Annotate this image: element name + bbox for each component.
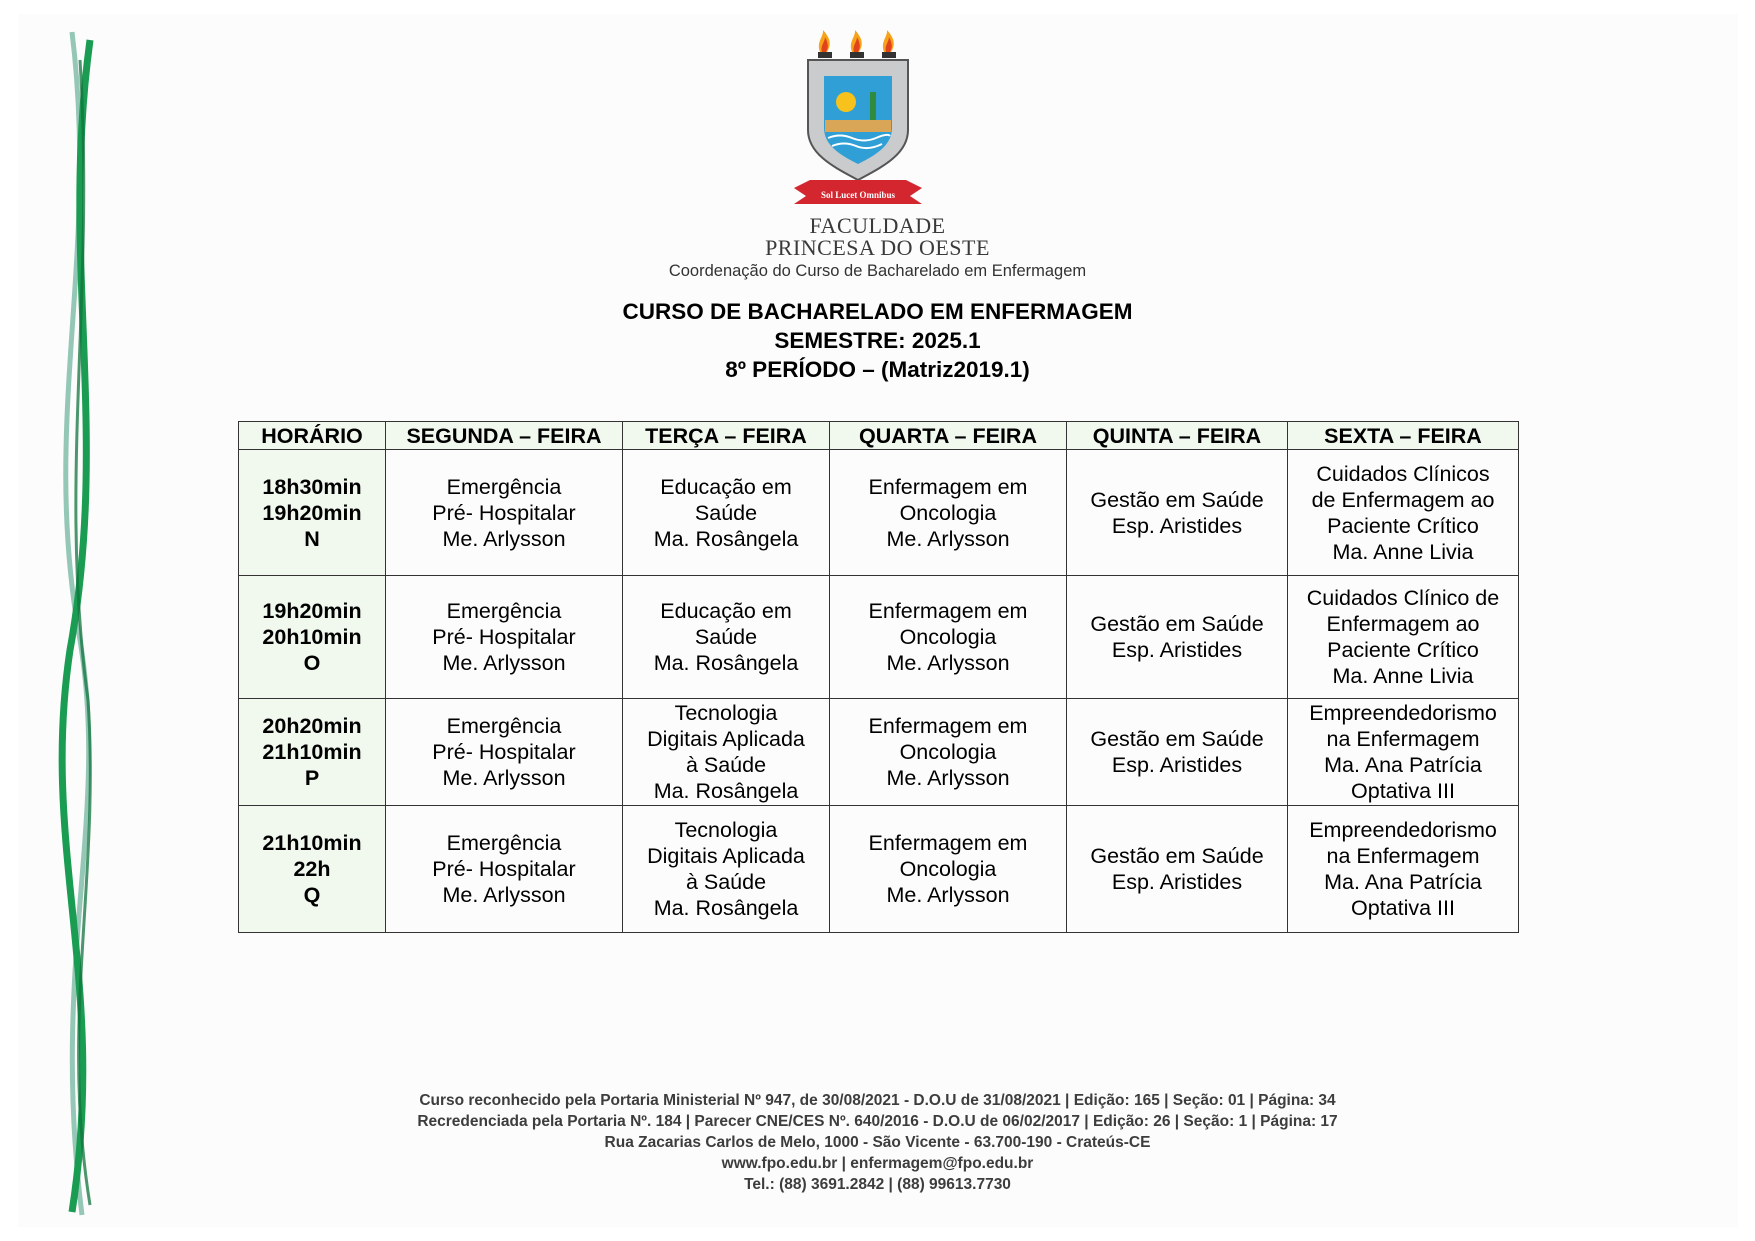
time-end: 19h20min xyxy=(262,500,362,525)
table-row xyxy=(239,450,1519,576)
class-cell xyxy=(830,806,1067,933)
time-code: P xyxy=(304,766,320,790)
cell-line: Me. Arlysson xyxy=(442,883,566,907)
time-start: 21h10min xyxy=(262,831,362,855)
cell-line: Ma. Rosângela xyxy=(653,779,799,803)
cell-line: Educação em xyxy=(660,474,792,499)
time-code: O xyxy=(303,651,321,675)
cell-line: de Enfermagem ao xyxy=(1311,487,1495,512)
cell-line: Optativa III xyxy=(1351,779,1455,803)
cell-line: Oncologia xyxy=(899,740,997,764)
cell-line: na Enfermagem xyxy=(1326,844,1480,868)
document-title xyxy=(0,297,1755,384)
cell-line: à Saúde xyxy=(685,753,767,777)
cell-line: Enfermagem em xyxy=(868,599,1028,623)
class-cell xyxy=(1067,699,1288,806)
cell-line: Digitais Aplicada xyxy=(647,844,805,868)
time-cell xyxy=(239,576,386,699)
cell-line: Me. Arlysson xyxy=(886,883,1010,907)
header-cell: SEGUNDA – FEIRA xyxy=(386,422,623,450)
time-cell xyxy=(239,699,386,806)
cell-line: Empreendedorismo xyxy=(1309,818,1497,842)
cell-line: Ma. Ana Patrícia xyxy=(1324,753,1482,777)
cell-line: Digitais Aplicada xyxy=(647,727,805,751)
cell-line: Cuidados Clínico de xyxy=(1306,586,1500,610)
class-cell xyxy=(386,450,623,576)
time-start: 20h20min xyxy=(262,714,362,738)
cell-line: Cuidados Clínicos xyxy=(1316,461,1490,486)
cell-line: Oncologia xyxy=(899,500,997,525)
flame-icon xyxy=(818,30,896,58)
cell-line: Pré- Hospitalar xyxy=(432,857,576,881)
cell-line: na Enfermagem xyxy=(1326,727,1480,751)
class-cell xyxy=(386,576,623,699)
time-cell xyxy=(239,806,386,933)
footer-recognition: Curso reconhecido pela Portaria Ministerial Nº 947, de 30/08/2021 - D.O.U de 31/08/2021 | Edição: 165 | Seção: 01 | Página: 34 xyxy=(419,1092,1336,1109)
cell-line: Oncologia xyxy=(899,625,997,649)
cell-line: Pré- Hospitalar xyxy=(432,625,576,649)
time-end: 21h10min xyxy=(262,740,362,764)
class-cell xyxy=(1067,806,1288,933)
header-cell: TERÇA – FEIRA xyxy=(623,422,830,450)
class-cell xyxy=(1288,576,1519,699)
class-cell xyxy=(1288,450,1519,576)
header-cell: HORÁRIO xyxy=(239,422,386,450)
cell-line: Saúde xyxy=(694,625,758,649)
cell-line: Me. Arlysson xyxy=(442,526,566,551)
cell-line: Saúde xyxy=(694,500,758,525)
cell-line: Enfermagem ao xyxy=(1326,612,1480,636)
time-end: 20h10min xyxy=(262,625,362,649)
time-code: N xyxy=(304,526,320,551)
cell-line: Pré- Hospitalar xyxy=(432,500,576,525)
class-cell xyxy=(1288,806,1519,933)
institution-name-line2: PRINCESA DO OESTE xyxy=(765,235,990,260)
table-row xyxy=(239,806,1519,933)
cell-line: Esp. Aristides xyxy=(1111,753,1243,777)
class-cell xyxy=(623,450,830,576)
course-title: CURSO DE BACHARELADO EM ENFERMAGEM xyxy=(622,299,1133,324)
class-cell xyxy=(623,576,830,699)
cell-line: Emergência xyxy=(446,831,562,855)
time-start: 18h30min xyxy=(262,474,362,499)
cell-line: Me. Arlysson xyxy=(886,766,1010,790)
class-cell xyxy=(1067,450,1288,576)
footer-address: Rua Zacarias Carlos de Melo, 1000 - São Vicente - 63.700-190 - Crateús-CE xyxy=(604,1134,1151,1151)
cell-line: Enfermagem em xyxy=(868,474,1028,499)
cell-line: Esp. Aristides xyxy=(1111,513,1243,538)
cell-line: à Saúde xyxy=(685,870,767,894)
cell-line: Gestão em Saúde xyxy=(1090,487,1264,512)
class-cell xyxy=(386,699,623,806)
cell-line: Ma. Rosângela xyxy=(653,896,799,920)
cell-line: Paciente Crítico xyxy=(1327,513,1479,538)
cell-line: Ma. Anne Livia xyxy=(1332,539,1474,564)
cell-line: Paciente Crítico xyxy=(1327,638,1479,662)
class-cell xyxy=(623,699,830,806)
class-cell xyxy=(830,699,1067,806)
cell-line: Pré- Hospitalar xyxy=(432,740,576,764)
class-cell xyxy=(830,576,1067,699)
cell-line: Gestão em Saúde xyxy=(1090,844,1264,868)
time-code: Q xyxy=(303,883,321,907)
decorative-ribbon xyxy=(0,0,120,1241)
semester-title: SEMESTRE: 2025.1 xyxy=(774,328,981,353)
cell-line: Esp. Aristides xyxy=(1111,638,1243,662)
cell-line: Empreendedorismo xyxy=(1309,701,1497,725)
cell-line: Enfermagem em xyxy=(868,714,1028,738)
class-cell xyxy=(1288,699,1519,806)
class-cell xyxy=(623,806,830,933)
table-row xyxy=(239,699,1519,806)
footer-web-email: www.fpo.edu.br | enfermagem@fpo.edu.br xyxy=(721,1155,1034,1172)
time-end: 22h xyxy=(293,857,331,881)
cell-line: Ma. Ana Patrícia xyxy=(1324,870,1482,894)
cell-line: Emergência xyxy=(446,474,562,499)
footer xyxy=(0,1090,1755,1195)
institution-name-line1: FACULDADE xyxy=(809,213,946,238)
cell-line: Esp. Aristides xyxy=(1111,870,1243,894)
cell-line: Emergência xyxy=(446,714,562,738)
header-row xyxy=(239,422,1519,450)
cell-line: Ma. Rosângela xyxy=(653,526,799,551)
cell-line: Enfermagem em xyxy=(868,831,1028,855)
cell-line: Tecnologia xyxy=(674,701,778,725)
cell-line: Me. Arlysson xyxy=(886,651,1010,675)
cell-line: Me. Arlysson xyxy=(442,766,566,790)
institution-logo xyxy=(790,30,965,225)
cell-line: Tecnologia xyxy=(674,818,778,842)
class-cell xyxy=(830,450,1067,576)
cell-line: Me. Arlysson xyxy=(886,526,1010,551)
cell-line: Ma. Anne Livia xyxy=(1332,664,1474,688)
cactus-icon xyxy=(870,92,876,120)
cell-line: Gestão em Saúde xyxy=(1090,727,1264,751)
cell-line: Me. Arlysson xyxy=(442,651,566,675)
logo-motto: Sol Lucet Omnibus xyxy=(820,190,896,200)
header-cell: QUARTA – FEIRA xyxy=(830,422,1067,450)
sun-icon xyxy=(836,92,856,112)
class-cell xyxy=(386,806,623,933)
cell-line: Gestão em Saúde xyxy=(1090,612,1264,636)
time-start: 19h20min xyxy=(262,599,362,623)
footer-accreditation: Recredenciada pela Portaria Nº. 184 | Parecer CNE/CES Nº. 640/2016 - D.O.U de 06/02/2017 | Edição: 26 | Seção: 1 | Página: 17 xyxy=(417,1113,1338,1130)
header-cell: QUINTA – FEIRA xyxy=(1067,422,1288,450)
coordination-subtitle: Coordenação do Curso de Bacharelado em Enfermagem xyxy=(668,262,1087,280)
footer-phone: Tel.: (88) 3691.2842 | (88) 99613.7730 xyxy=(744,1176,1011,1193)
table-row xyxy=(239,576,1519,699)
schedule-table xyxy=(238,421,1519,933)
header-cell: SEXTA – FEIRA xyxy=(1288,422,1519,450)
class-cell xyxy=(1067,576,1288,699)
period-title: 8º PERÍODO – (Matriz2019.1) xyxy=(725,357,1030,382)
cell-line: Ma. Rosângela xyxy=(653,651,799,675)
cell-line: Optativa III xyxy=(1351,896,1455,920)
cell-line: Oncologia xyxy=(899,857,997,881)
cell-line: Educação em xyxy=(660,599,792,623)
time-cell xyxy=(239,450,386,576)
cell-line: Emergência xyxy=(446,599,562,623)
